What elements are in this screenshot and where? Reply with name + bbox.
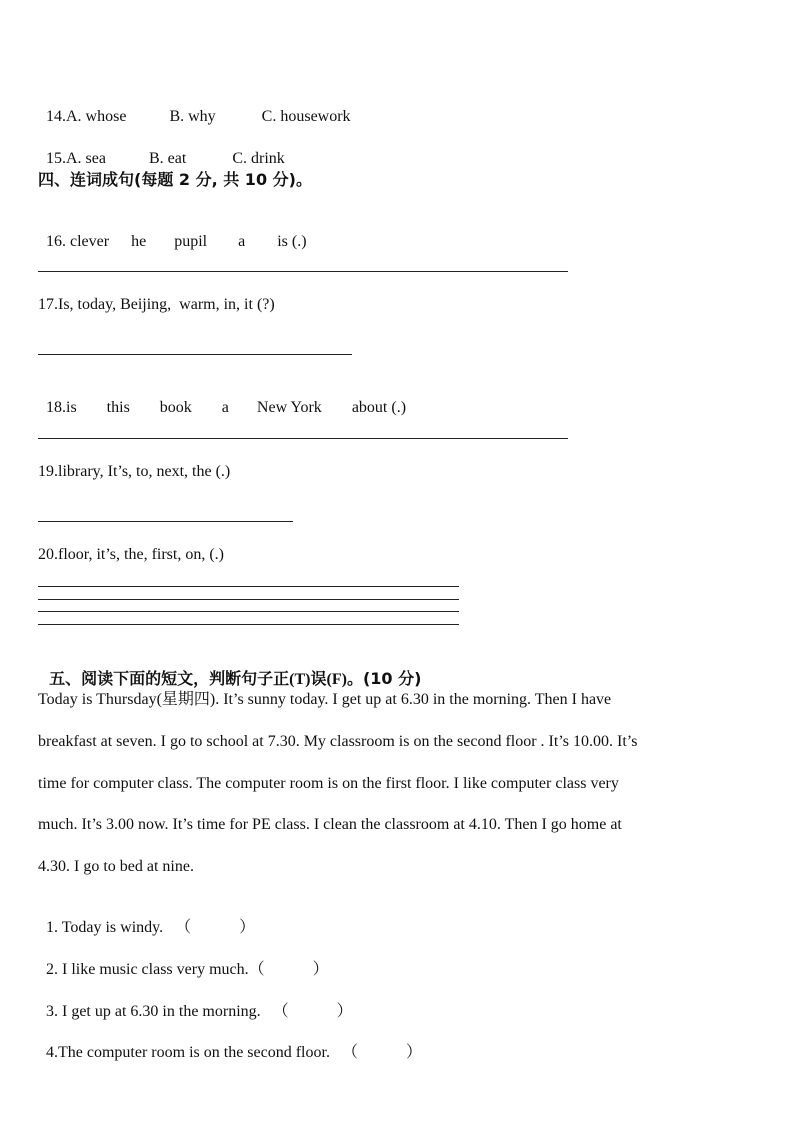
judge-question-2 xyxy=(38,940,329,980)
passage-line: much. It’s 3.00 now. It’s time for PE class. I clean the classroom at 4.10. Then I go home at xyxy=(38,816,622,833)
answer-close-paren: ） xyxy=(405,1044,422,1061)
passage-line: time for computer class. The computer room is on the first floor. I like computer class very xyxy=(38,775,619,792)
word: this xyxy=(106,399,130,416)
option-a: 15.A. sea xyxy=(46,150,106,167)
section5-heading xyxy=(38,649,421,690)
answer-close-paren: ） xyxy=(239,919,256,936)
answer-close-paren: ） xyxy=(336,1003,353,1020)
judge-question-4 xyxy=(38,1023,422,1063)
option-a: 14.A. whose xyxy=(46,108,127,125)
question-text: 3. I get up at 6.30 in the morning. xyxy=(46,1003,261,1020)
question-text: 4.The computer room is on the second floor. xyxy=(46,1044,330,1061)
judge-question-3 xyxy=(38,982,353,1022)
word: New York xyxy=(256,399,322,416)
question-18 xyxy=(38,378,406,418)
answer-line[interactable] xyxy=(38,271,568,272)
passage-line: breakfast at seven. I go to school at 7.30. My classroom is on the second floor . It’s 10.00. It’s xyxy=(38,733,638,750)
answer-line[interactable] xyxy=(38,611,459,612)
answer-open-paren[interactable]: （ xyxy=(248,961,265,978)
question-19: 19.library, It’s, to, next, the (.) xyxy=(38,463,231,480)
answer-line[interactable] xyxy=(38,438,568,439)
word: 16. clever xyxy=(46,233,110,250)
answer-line[interactable] xyxy=(38,599,459,600)
answer-open-paren[interactable]: （ xyxy=(175,919,192,936)
heading-false-mark: (F) xyxy=(326,671,347,688)
question-text: 1. Today is windy. xyxy=(46,919,164,936)
answer-close-paren: ） xyxy=(312,961,329,978)
answer-line[interactable] xyxy=(38,521,293,522)
option-c: C. drink xyxy=(232,150,285,167)
passage-line: Today is Thursday(星期四). It’s sunny today. I get up at 6.30 in the morning. Then I have xyxy=(38,691,612,708)
question-16 xyxy=(38,212,307,252)
word: about (.) xyxy=(351,399,407,416)
judge-question-1 xyxy=(38,898,255,938)
word: 18.is xyxy=(46,399,77,416)
passage-line: 4.30. I go to bed at nine. xyxy=(38,858,194,875)
answer-line[interactable] xyxy=(38,624,459,625)
section4-heading: 四、连词成句(每题 2 分, 共 10 分)。 xyxy=(38,170,312,189)
choice-item-14 xyxy=(38,87,351,127)
option-c: C. housework xyxy=(261,108,351,125)
option-b: B. eat xyxy=(148,150,187,167)
question-text: 2. I like music class very much. xyxy=(46,961,249,978)
heading-text: 。(10 分) xyxy=(346,669,422,688)
word: a xyxy=(238,233,246,250)
word: book xyxy=(159,399,192,416)
answer-line[interactable] xyxy=(38,586,459,587)
answer-line[interactable] xyxy=(38,354,352,355)
choice-item-15 xyxy=(38,129,285,169)
question-17: 17.Is, today, Beijing, warm, in, it (?) xyxy=(38,296,275,313)
question-20: 20.floor, it’s, the, first, on, (.) xyxy=(38,546,224,563)
heading-text: 五、阅读下面的短文，判断句子正 xyxy=(49,669,290,688)
word: pupil xyxy=(174,233,208,250)
answer-open-paren[interactable]: （ xyxy=(272,1003,289,1020)
heading-true-mark: (T) xyxy=(289,671,311,688)
option-b: B. why xyxy=(169,108,216,125)
word: a xyxy=(221,399,229,416)
heading-text: 误 xyxy=(310,669,327,688)
word: he xyxy=(131,233,147,250)
word: is (.) xyxy=(277,233,307,250)
answer-open-paren[interactable]: （ xyxy=(341,1044,358,1061)
